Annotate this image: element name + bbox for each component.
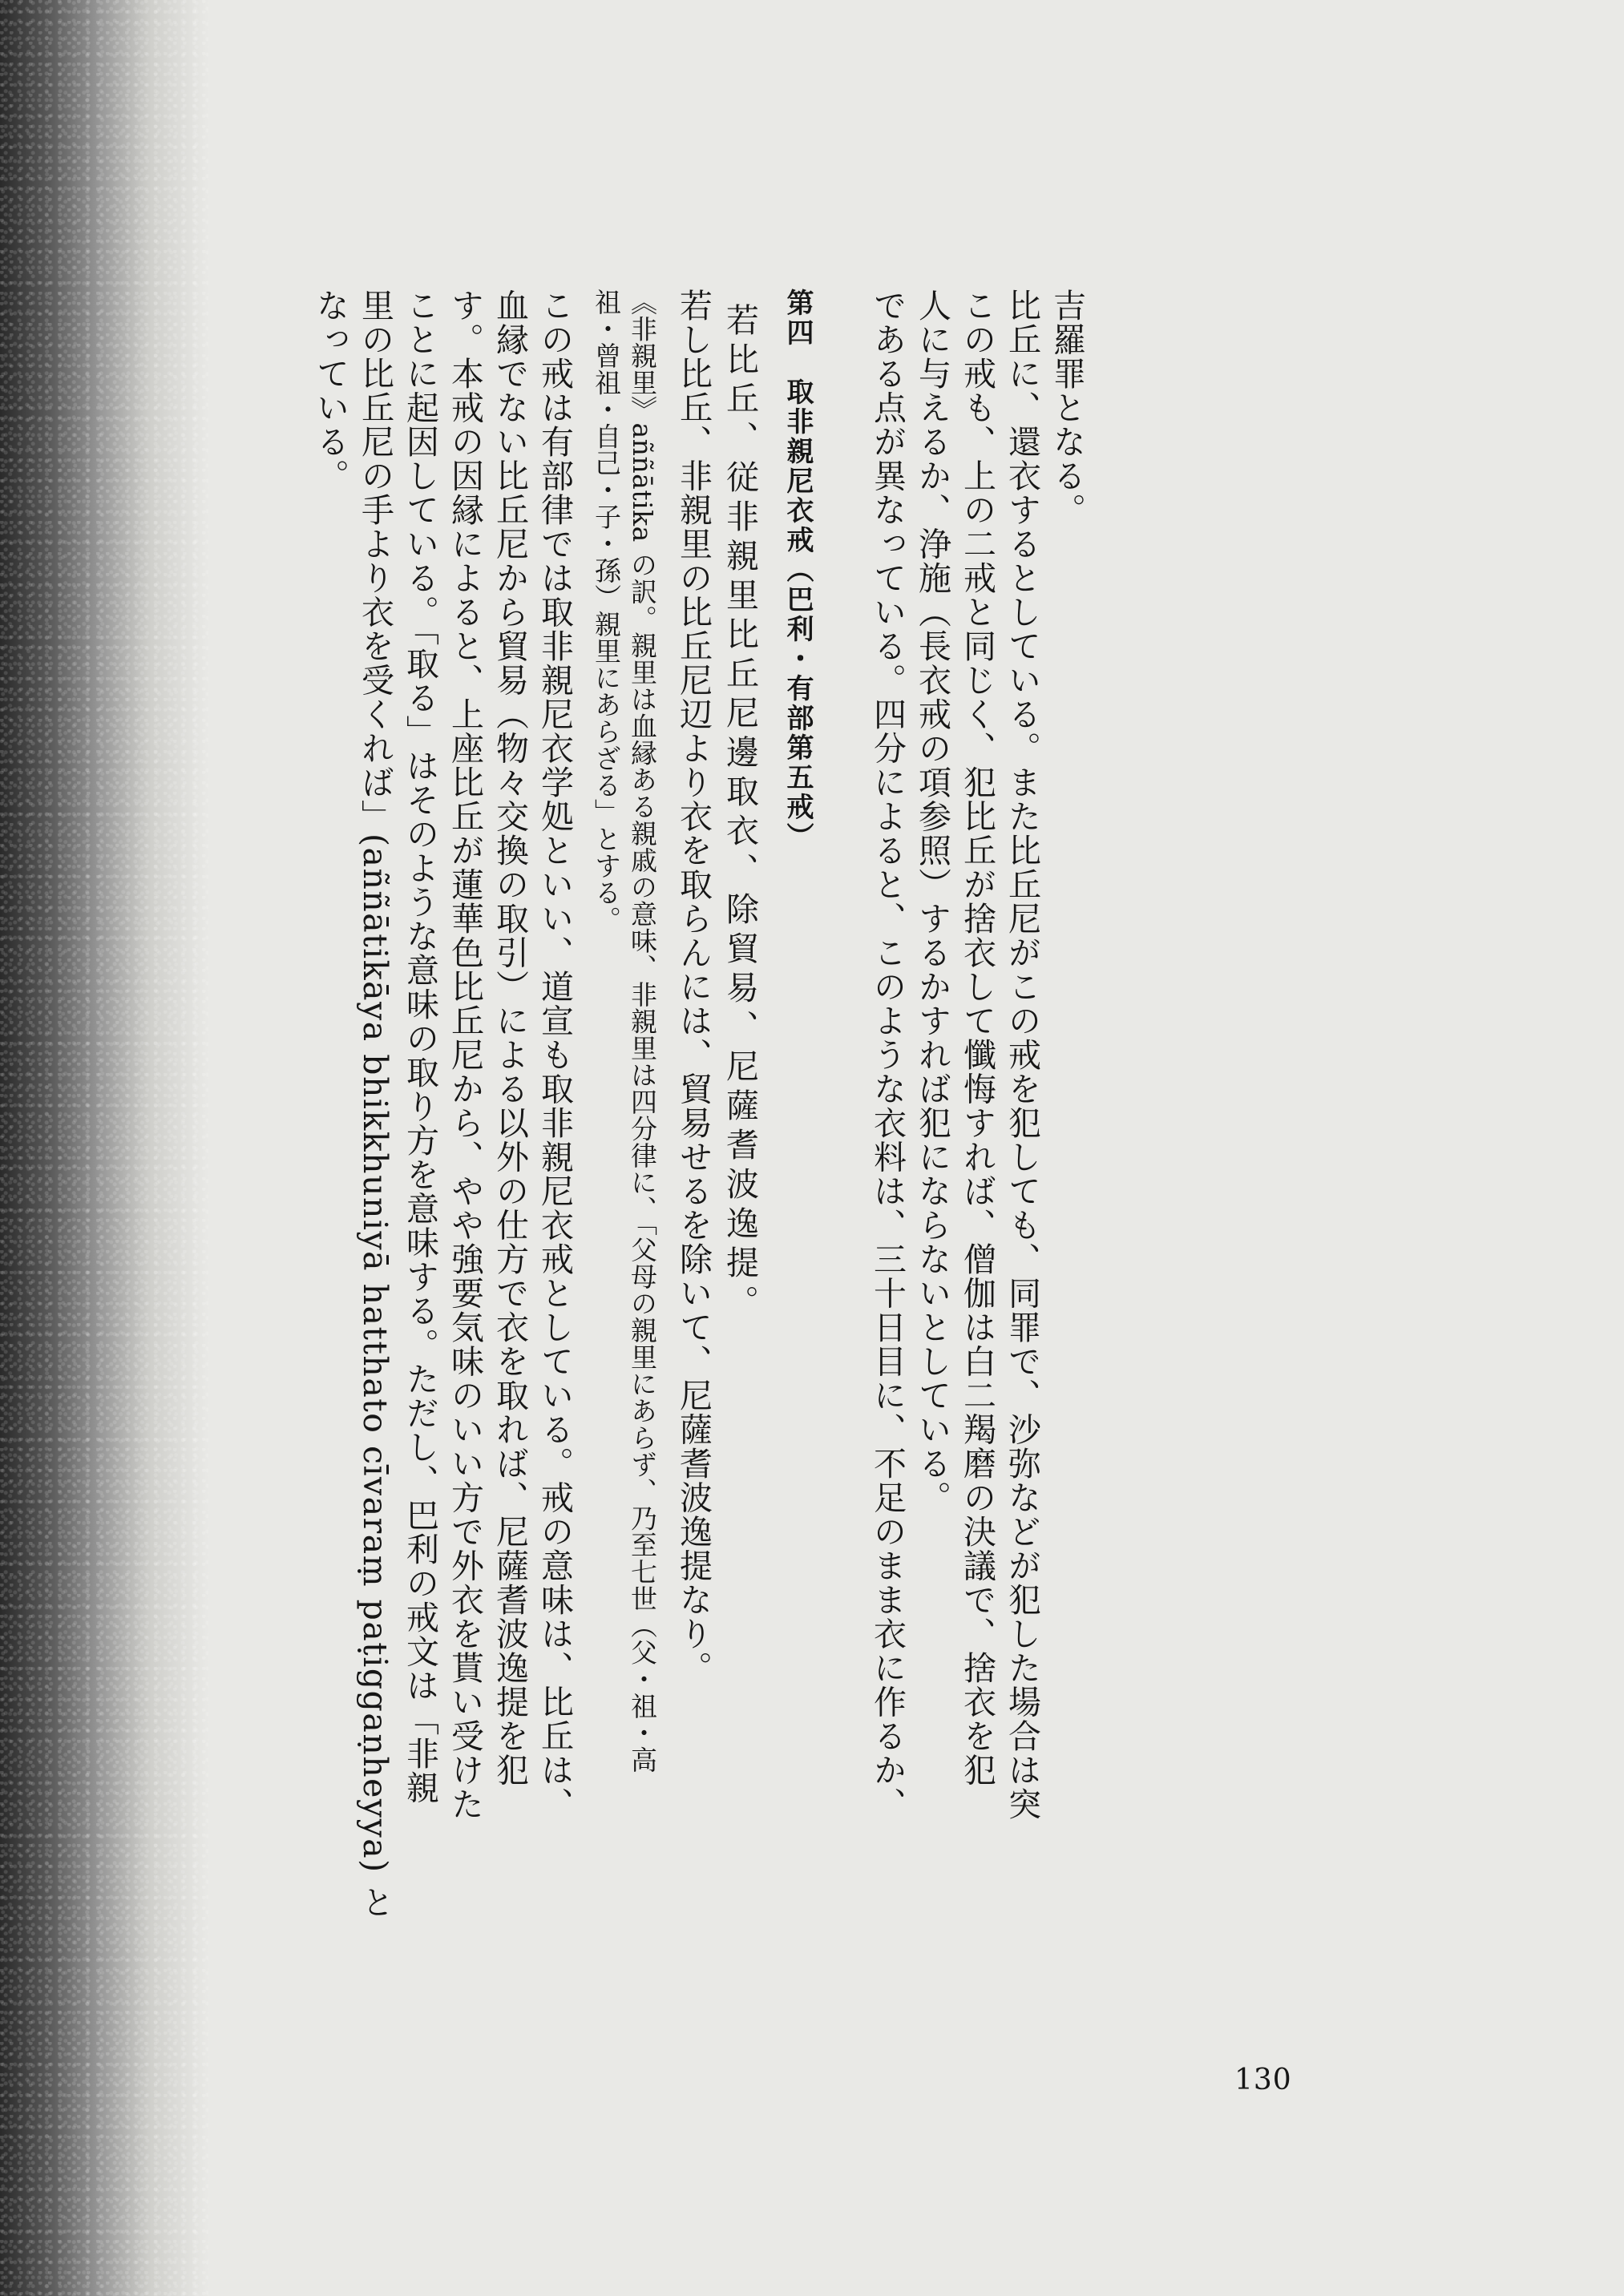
annotation-line-seven-generations: 祖・曾祖・自己・子・孫）親里にあらざる」とする。	[591, 289, 622, 933]
commentary-line-origin: す。本戒の因縁によると、上座比丘が蓮華色比丘尼から、やや強要気味のいい方で外衣を貰い受けた	[446, 289, 484, 1822]
annotation-line-non-relative: 《非親里》aññātika の訳。親里は血縁ある親戚の意味、非親里は四分律に、「父母の親里にあらず、乃至七世（父・祖・高	[627, 289, 658, 1773]
commentary-line-meaning: ことに起因している。「取る」はそのような意味の取り方を意味する。ただし、巴利の戒文は「非親	[401, 289, 439, 1805]
precept-original-text: 若比丘、従非親里比丘尼邊取衣、除貿易、尼薩耆波逸提。	[721, 303, 759, 1324]
vertical-japanese-book-page	[184, 289, 1158, 2003]
body-text-line-give-to-person: 人に与えるか、浄施（長衣戒の項参照）するかすれば犯にならないとしている。	[913, 289, 951, 1515]
scan-binding-shadow	[0, 0, 208, 2296]
commentary-line-pali: 里の比丘尼の手より衣を受くれば」(aññātikāya bhikkhuniyā hatthato cīvaraṃ paṭiggaṇheyya) と	[356, 289, 394, 1919]
commentary-line-trade: 血縁でない比丘尼から貿易（物々交換の取引）による以外の仕方で衣を取れば、尼薩耆波逸提を犯	[491, 289, 529, 1787]
page-number: 130	[1234, 2064, 1292, 2096]
precept-reading: 若し比丘、非親里の比丘尼辺より衣を取らんには、貿易せるを除いて、尼薩耆波逸提なり。	[674, 289, 713, 1685]
commentary-line-vinaya: この戒は有部律では取非親尼衣学処といい、道宣も取非親尼衣戒としている。戒の意味は、比丘は、	[535, 289, 574, 1822]
body-text-line-bikuni-same-offense: 比丘に、還衣するとしている。また比丘尼がこの戒を犯しても、同罪で、沙弥などが犯した場合は突	[1003, 289, 1041, 1822]
commentary-line-ending: なっている。	[311, 289, 349, 493]
section-heading: 第四 取非親尼衣戒（巴利・有部第五戒）	[782, 289, 814, 852]
body-text-line-difference: である点が異なっている。四分によると、このような衣料は、三十日目に、不足のまま衣に作るか、	[868, 289, 907, 1822]
body-text-line-kichirazai: 吉羅罪となる。	[1048, 289, 1086, 527]
body-text-line-this-precept: この戒も、上の二戒と同じく、犯比丘が捨衣して懺悔すれば、僧伽は白二羯磨の決議で、捨衣を犯	[958, 289, 996, 1787]
